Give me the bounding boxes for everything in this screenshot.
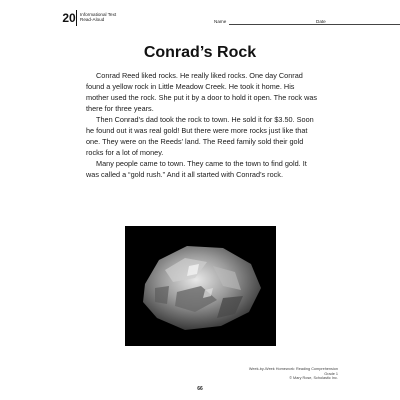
gold-nugget-image <box>125 226 276 346</box>
category-line-1: Informational Text <box>80 12 117 17</box>
story-paragraph-1: Conrad Reed liked rocks. He really liked rocks. One day Conrad found a yellow rock in Little Meadow Creek. He took it home. His mother used the rock. She put it by a door to hold it open. The rock was there for three years. <box>86 71 318 113</box>
name-label: Name <box>214 19 227 24</box>
story-paragraph-3: Many people came to town. They came to the town to find gold. It was called a “gold rush.” And it all started with Conrad’s rock. <box>86 159 307 179</box>
copyright-credit <box>248 367 338 381</box>
credit-line-1: Week-by-Week Homework: Reading Comprehension Grade 1 <box>248 367 338 376</box>
footer-page-number: 66 <box>197 386 203 392</box>
date-blank-line[interactable] <box>329 24 400 25</box>
name-blank-line[interactable] <box>229 24 333 25</box>
story-title: Conrad’s Rock <box>143 44 257 61</box>
gold-nugget-photo <box>125 226 276 346</box>
page-header <box>62 10 344 30</box>
story-paragraph-2: Then Conrad’s dad took the rock to town. He sold it for $3.50. Soon he found out it was real gold! But there were more rocks just like that one. They were on the Reeds’ land. The Reed family sold their gold rocks for a lot of money. <box>86 115 314 157</box>
date-label: Date <box>316 19 326 24</box>
page-number-box <box>62 10 77 26</box>
page-number: 20 <box>62 11 76 25</box>
page-category <box>80 12 116 23</box>
credit-line-2: © Mary Rose, Scholastic Inc. <box>289 376 338 381</box>
story-body <box>86 70 318 180</box>
category-line-2: Read-Aloud <box>80 17 105 23</box>
